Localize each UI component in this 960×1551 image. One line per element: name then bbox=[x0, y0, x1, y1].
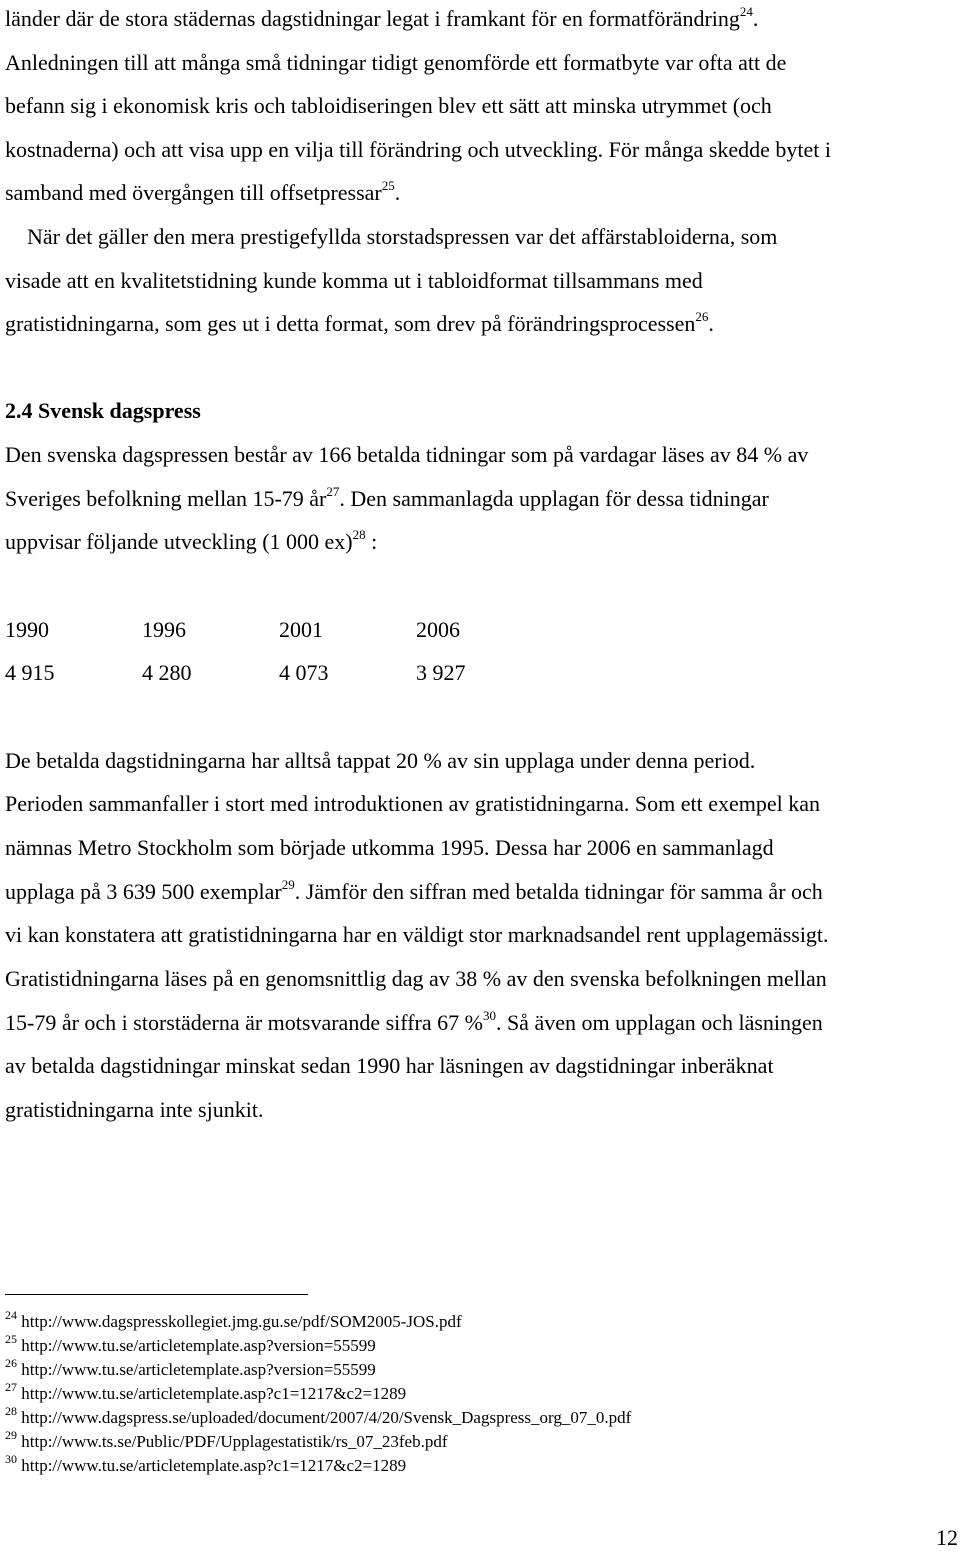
footnote-ref: 27 bbox=[326, 483, 340, 499]
table-year-cell: 1990 bbox=[5, 617, 49, 642]
table-year-cell: 2001 bbox=[279, 617, 323, 642]
table-value-cell: 4 073 bbox=[279, 660, 329, 685]
body-line: av betalda dagstidningar minskat sedan 1990 har läsningen av dagstidningar inberäknat bbox=[5, 1053, 774, 1078]
body-line: Den svenska dagspressen består av 166 betalda tidningar som på vardagar läses av 84 % av bbox=[5, 442, 809, 467]
table-year-cell: 1996 bbox=[142, 617, 186, 642]
footnote-ref: 30 bbox=[482, 1007, 496, 1023]
body-line: kostnaderna) och att visa upp en vilja till förändring och utveckling. För många skedde bytet i bbox=[5, 137, 832, 162]
body-line: befann sig i ekonomisk kris och tabloidiseringen blev ett sätt att minska utrymmet (och bbox=[5, 93, 772, 118]
body-line: De betalda dagstidningarna har alltså tappat 20 % av sin upplaga under denna period. bbox=[5, 748, 756, 773]
footnote: $^{25}$ http://www.tu.se/articletemplate.asp?version=55599 bbox=[5, 1332, 376, 1355]
body-line: nämnas Metro Stockholm som började utkomma 1995. Dessa har 2006 en sammanlagd bbox=[5, 835, 774, 860]
body-line: gratistidningarna, som ges ut i detta format, som drev på förändringsprocessen$^{26}$. bbox=[5, 308, 714, 336]
body-line: vi kan konstatera att gratistidningarna har en väldigt stor marknadsandel rent upplagemässigt. bbox=[5, 922, 829, 947]
footnote: $^{26}$ http://www.tu.se/articletemplate.asp?version=55599 bbox=[5, 1356, 376, 1379]
footnote-link[interactable]: http://www.dagspresskollegiet.jmg.gu.se/pdf/SOM2005-JOS.pdf bbox=[21, 1312, 462, 1331]
page-number: 12 bbox=[936, 1525, 958, 1550]
table-year-cell: 2006 bbox=[416, 617, 460, 642]
footnote: $^{30}$ http://www.tu.se/articletemplate.asp?c1=1217&c2=1289 bbox=[5, 1452, 407, 1475]
table-value-cell: 3 927 bbox=[416, 660, 466, 685]
footnote-link[interactable]: http://www.tu.se/articletemplate.asp?version=55599 bbox=[21, 1336, 376, 1355]
table-value-cell: 4 915 bbox=[5, 660, 55, 685]
body-line: Sveriges befolkning mellan 15-79 $år^{27}$. Den sammanlagda upplagan för dessa tidningar bbox=[5, 483, 769, 511]
footnote-separator bbox=[5, 1294, 308, 1295]
body-line: länder där de stora städernas dagstidningar legat i framkant för en formatförändring$^{24}$. bbox=[5, 3, 759, 31]
table-value-cell: 4 280 bbox=[142, 660, 192, 685]
footnote-link[interactable]: http://www.dagspress.se/uploaded/document/2007/4/20/Svensk_Dagspress_org_07_0.pdf bbox=[21, 1408, 632, 1427]
footnote-link[interactable]: http://www.tu.se/articletemplate.asp?version=55599 bbox=[21, 1360, 376, 1379]
body-line: visade att en kvalitetstidning kunde komma ut i tabloidformat tillsammans med bbox=[5, 268, 703, 293]
footnote-ref: 24 bbox=[739, 3, 753, 19]
footnote-link[interactable]: http://www.tu.se/articletemplate.asp?c1=1217&c2=1289 bbox=[21, 1456, 407, 1475]
footnote-ref: 26 bbox=[695, 308, 709, 324]
body-line: När det gäller den mera prestigefyllda storstadspressen var det affärstabloiderna, som bbox=[5, 224, 778, 249]
body-line: gratistidningarna inte sjunkit. bbox=[5, 1097, 264, 1122]
footnote-ref: 28 bbox=[352, 526, 366, 542]
footnote-ref: 29 bbox=[281, 876, 295, 892]
body-line: Gratistidningarna läses på en genomsnittlig dag av 38 % av den svenska befolkningen mellan bbox=[5, 966, 827, 991]
body-line: uppvisar följande utveckling (1 000 ex)$^{28}$ : bbox=[5, 526, 378, 554]
section-heading: 2.4 Svensk dagspress bbox=[5, 398, 201, 423]
footnote-link[interactable]: http://www.ts.se/Public/PDF/Upplagestatistik/rs_07_23feb.pdf bbox=[21, 1432, 448, 1451]
body-line: 15-79 år och i storstäderna är motsvarande siffra 67 %$^{30}$. Så även om upplagan och läsningen bbox=[5, 1007, 823, 1035]
body-line: samband med övergången till offsetpressar$^{25}$. bbox=[5, 177, 401, 205]
footnote: $^{27}$ http://www.tu.se/articletemplate.asp?c1=1217&c2=1289 bbox=[5, 1380, 407, 1403]
footnote: $^{24}$ http://www.dagspresskollegiet.jmg.gu.se/pdf/SOM2005-JOS.pdf bbox=[5, 1308, 462, 1331]
footnote-ref: 25 bbox=[381, 177, 395, 193]
footnote: $^{28}$ http://www.dagspress.se/uploaded/document/2007/4/20/Svensk_Dagspress_org_07_0.pdf bbox=[5, 1404, 632, 1427]
body-line: upplaga på 3 639 500 exemplar$^{29}$. Jämför den siffran med betalda tidningar för samma år och bbox=[5, 876, 823, 904]
footnote-link[interactable]: http://www.tu.se/articletemplate.asp?c1=1217&c2=1289 bbox=[21, 1384, 407, 1403]
footnote: $^{29}$ http://www.ts.se/Public/PDF/Upplagestatistik/rs_07_23feb.pdf bbox=[5, 1428, 448, 1451]
body-line: Anledningen till att många små tidningar tidigt genomförde ett formatbyte var ofta att de bbox=[5, 50, 787, 75]
body-line: Perioden sammanfaller i stort med introduktionen av gratistidningarna. Som ett exempel kan bbox=[5, 791, 821, 816]
